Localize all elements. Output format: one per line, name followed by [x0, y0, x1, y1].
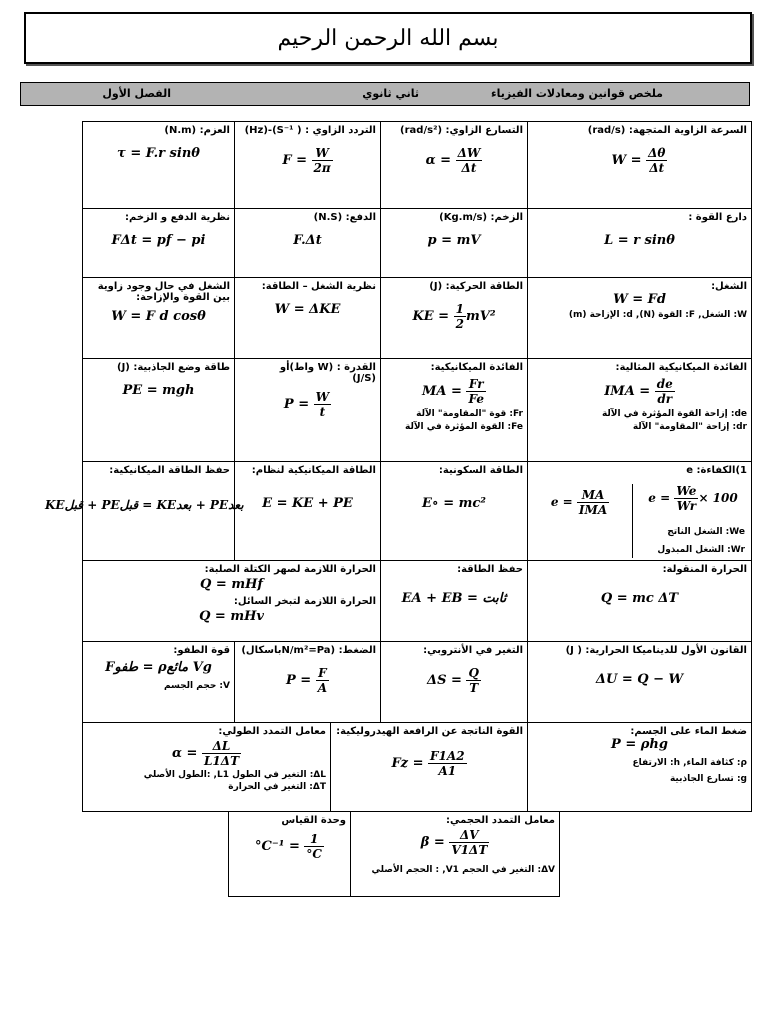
work-angle-eq: W = F d cosθ	[111, 309, 206, 324]
chapter-title: الفصل الأول	[102, 87, 171, 100]
entropy-eq: ΔS = $\frac{Q}{T}$	[427, 666, 479, 695]
summary-title: ملخص قوانين ومعادلات الفيزياء	[490, 87, 663, 100]
impulse-eq: F.Δt	[293, 233, 322, 248]
volume-expansion-eq: β = $\frac{\Delta V}{V1\Delta T}$	[420, 828, 488, 857]
kinetic-energy-eq: KE = $\frac{1}{2}$ mV²	[412, 302, 496, 331]
cell-angular-momentum: دارع القوة : L = r sinθ	[527, 208, 752, 278]
cell-mech-energy: الطاقة الميكانيكية لنظام: E = KE + PE	[234, 461, 381, 561]
cell-power: القدرة : (W واط)أو (J/S) P = $\frac{W}{t}$	[234, 358, 381, 462]
cell-impulse: الدفع: (N.S) F.Δt	[234, 208, 381, 278]
latent-heat-fusion-eq: Q = mHf	[200, 577, 263, 592]
cell-unit-measure: وحدة القياس °C⁻¹ = $\frac{1}{^\circ C}$	[228, 811, 351, 897]
basmala-text: بسم الله الرحمن الرحيم	[277, 25, 499, 51]
cell-linear-expansion: معامل التمدد الطولي: α = $\frac{\Delta L}{L1\Delta T}$ ΔL: التغير في الطول L1, :الطول الأصلي ΔT: التغير في الحرارة	[82, 722, 331, 812]
cell-ma: الفائدة الميكانيكية: MA = $\frac{Fr}{Fe}$ Fr: قوة "المقاومة" الآلة Fe: القوة المؤثرة في الآلة	[380, 358, 528, 462]
cell-momentum: الزخم: (Kg.m/s) p = mV	[380, 208, 528, 278]
title-bar	[20, 82, 750, 106]
cell-heat-transfer: الحرارة المنقولة: Q = mc ΔT	[527, 560, 752, 642]
water-pressure-eq: P = ρhg	[611, 737, 668, 752]
buoyancy-eq: Fطفو = ρمائع Vg	[105, 660, 212, 675]
rest-energy-eq: E∘ = mc²	[422, 496, 486, 511]
efficiency-eq1: e = $\frac{MA}{\text{IMA}}$	[550, 488, 608, 517]
momentum-eq: p = mV	[427, 233, 481, 248]
work-energy-eq: W = ΔKE	[274, 302, 341, 317]
hydraulic-eq: Fz = $\frac{F1A2}{A1}$	[391, 749, 465, 778]
impulse-theorem-eq: FΔt = pf − pi	[111, 233, 206, 248]
cell-impulse-theorem: نظرية الدفع و الزخم: FΔt = pf − pi	[82, 208, 235, 278]
cell-entropy: التغير في الأنتروبي: ΔS = $\frac{Q}{T}$	[380, 641, 528, 723]
cell-buoyancy: قوة الطفو: Fطفو = ρمائع Vg V: حجم الجسم	[82, 641, 235, 723]
grade-title: ثاني ثانوي	[362, 87, 419, 100]
heat-transfer-eq: Q = mc ΔT	[600, 591, 679, 606]
angular-freq-eq: F = $\frac{W}{2\pi}$	[282, 146, 331, 175]
pressure-eq: P = $\frac{F}{A}$	[285, 666, 328, 695]
mech-energy-eq: E = KE + PE	[262, 496, 353, 511]
cell-water-pressure: ضغط الماء على الجسم: P = ρhg ρ: كثافة الماء, h: الارتفاع g: تسارع الجاذبية	[527, 722, 752, 812]
ideal-ma-eq: IMA = $\frac{de}{dr}$	[604, 377, 673, 406]
efficiency-eq2: e = $\frac{We}{Wr}$ × 100	[648, 484, 738, 513]
cell-energy-cons2: حفظ الطاقة: EA + EB = ثابت	[380, 560, 528, 642]
cell-work-energy: نظرية الشغل – الطاقة: W = ΔKE	[234, 277, 381, 359]
ma-eq: MA = $\frac{Fr}{Fe}$	[422, 377, 484, 406]
cell-angular-accel: التسارع الزاوي: (rad/s²) α = $\frac{\Delta W}{\Delta t}$	[380, 121, 528, 209]
cell-ideal-ma: الفائدة الميكانيكية المثالية: IMA = $\frac{de}{dr}$ de: إزاحة القوة المؤثرة في الآلة dr: إزاحة "المقاومة" الآلة	[527, 358, 752, 462]
unit-measure-eq: °C⁻¹ = $\frac{1}{^\circ C}$	[255, 832, 322, 861]
energy-cons2-eq: EA + EB = ثابت	[401, 591, 507, 606]
work-eq: W = Fd	[613, 292, 666, 307]
cell-efficiency: 1)الكفاءة: e e = $\frac{MA}{\text{IMA}}$ e = $\frac{We}{Wr}$ × 100 We: الشغل الناتج Wr: الشغل المبذول	[527, 461, 752, 561]
cell-work-angle: الشغل في حال وجود زاوية بين القوة والإزاحة: W = F d cosθ	[82, 277, 235, 359]
cell-angular-velocity: السرعة الزاوية المتجهة: (rad/s) W = $\frac{\Delta\theta}{\Delta t}$	[527, 121, 752, 209]
cell-first-law: القانون الأول للديناميكا الحرارية: ( J) ΔU = Q − W	[527, 641, 752, 723]
basmala-header	[24, 12, 752, 64]
cell-latent-heat: الحرارة اللازمة لصهر الكتلة الصلبة: Q = mHf الحرارة اللازمة لتبخر السائل: Q = mHv	[82, 560, 381, 642]
cell-hydraulic: القوة الناتجة عن الرافعة الهيدروليكية: Fz = $\frac{F1A2}{A1}$	[330, 722, 528, 812]
cell-torque: العزم: (N.m) τ = F.r sinθ	[82, 121, 235, 209]
angular-accel-eq: α = $\frac{\Delta W}{\Delta t}$	[425, 146, 481, 175]
cell-potential-energy: طاقة وضع الجاذبية: (J) PE = mgh	[82, 358, 235, 462]
cell-angular-freq: التردد الزاوي : ( S⁻¹)-(Hz) F = $\frac{W}{2\pi}$	[234, 121, 381, 209]
angular-momentum-eq: L = r sinθ	[604, 233, 675, 248]
potential-energy-eq: PE = mgh	[122, 383, 195, 398]
cell-kinetic-energy: الطاقة الحركية: (J) KE = $\frac{1}{2}$ mV²	[380, 277, 528, 359]
latent-heat-vapor-eq: Q = mHv	[199, 609, 264, 624]
cell-rest-energy: الطاقة السكونية: E∘ = mc²	[380, 461, 528, 561]
first-law-eq: ΔU = Q − W	[595, 672, 684, 687]
energy-conservation-eq: KEقبل + PEقبل = KEبعد + PEبعد	[45, 498, 244, 512]
cell-volume-expansion: معامل التمدد الحجمي: β = $\frac{\Delta V}{V1\Delta T}$ ΔV: التغير في الحجم V1, : الحجم الأصلي	[350, 811, 560, 897]
linear-expansion-eq: α = $\frac{\Delta L}{L1\Delta T}$	[172, 739, 239, 768]
cell-energy-conservation: حفظ الطاقة الميكانيكية: KEقبل + PEقبل = KEبعد + PEبعد	[82, 461, 235, 561]
angular-velocity-eq: W = $\frac{\Delta\theta}{\Delta t}$	[611, 146, 666, 175]
cell-work: الشغل: W = Fd W: الشغل, F: القوة (N), d: الإزاحة (m)	[527, 277, 752, 359]
torque-eq: τ = F.r sinθ	[117, 146, 200, 161]
power-eq: P = $\frac{W}{t}$	[283, 390, 330, 419]
cell-pressure: الضغط: (N/m²=Paباسكال) P = $\frac{F}{A}$	[234, 641, 381, 723]
